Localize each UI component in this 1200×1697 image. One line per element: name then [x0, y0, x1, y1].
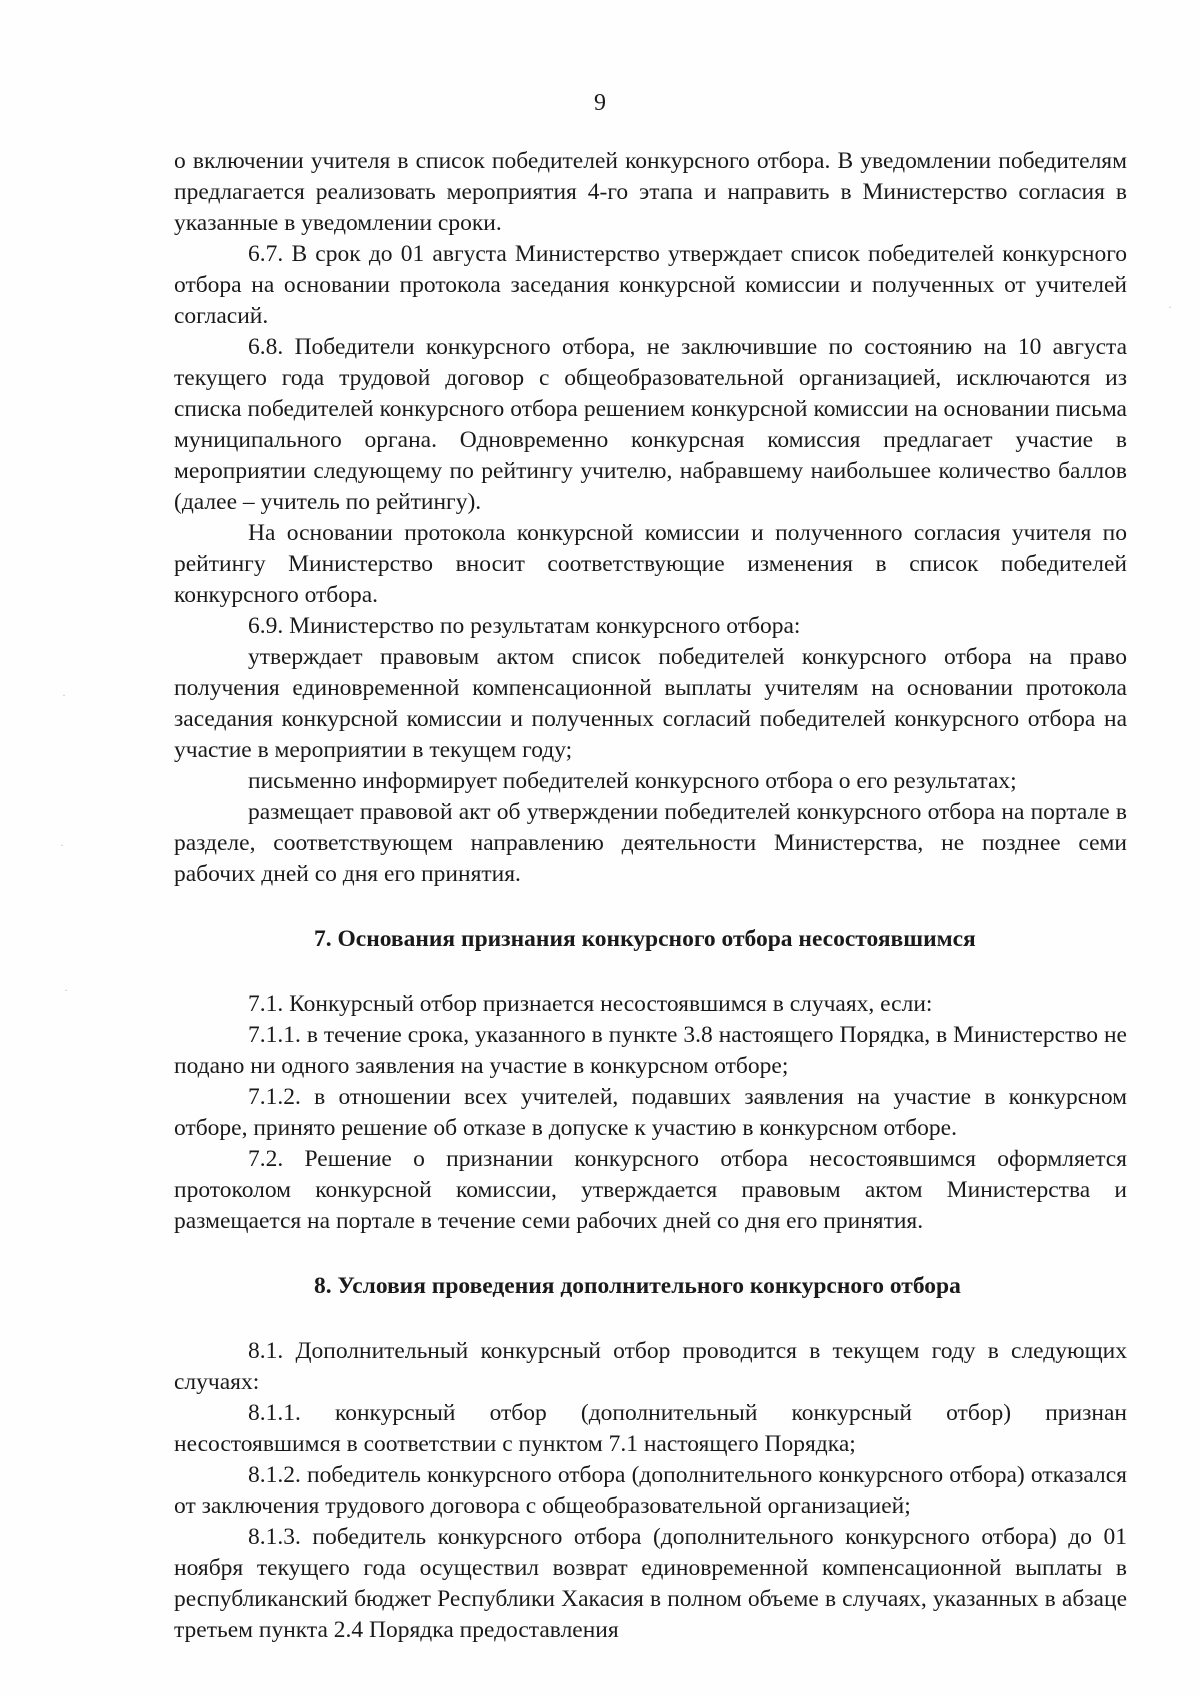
- scan-speck: ·: [1168, 300, 1172, 314]
- paragraph: 6.9. Министерство по результатам конкурсного отбора:: [248, 613, 801, 639]
- scan-speck: ·: [62, 688, 66, 702]
- section-heading-7: 7. Основания признания конкурсного отбора несостоявшимся: [314, 926, 976, 952]
- paragraph: 7.2. Решение о признании конкурсного отбора несостоявшимся оформляется протоколом конкурсной комиссии, утверждается правовым актом Министерства и размещается на портале в течение семи рабочих дней со дня его принятия.: [174, 1146, 1127, 1234]
- page-number: 9: [594, 90, 606, 116]
- section-heading-8: 8. Условия проведения дополнительного конкурсного отбора: [314, 1273, 961, 1299]
- paragraph: 6.8. Победители конкурсного отбора, не заключившие по состоянию на 10 августа текущего года трудовой договор с общеобразовательной организацией, исключаются из списка победителей конкурсного отбора решением конкурсной комиссии на основании письма муниципального органа. Одновременно конкурсная комиссия предлагает участие в мероприятии следующему по рейтингу учителю, набравшему наибольшее количество баллов (далее – учитель по рейтингу).: [174, 334, 1127, 515]
- scan-speck: ·: [60, 838, 64, 852]
- paragraph: 8.1.2. победитель конкурсного отбора (дополнительного конкурсного отбора) отказался от заключения трудового договора с общеобразовательной организацией;: [174, 1462, 1127, 1519]
- paragraph: утверждает правовым актом список победителей конкурсного отбора на право получения единовременной компенсационной выплаты учителям на основании протокола заседания конкурсной комиссии и полученных согласий победителей конкурсного отбора на участие в мероприятии в текущем году;: [174, 644, 1127, 763]
- paragraph: 6.7. В срок до 01 августа Министерство утверждает список победителей конкурсного отбора на основании протокола заседания конкурсной комиссии и полученных от учителей согласий.: [174, 241, 1127, 329]
- document-body: [174, 146, 1127, 1646]
- paragraph: 8.1. Дополнительный конкурсный отбор проводится в текущем году в следующих случаях:: [174, 1338, 1127, 1395]
- paragraph: 8.1.1. конкурсный отбор (дополнительный конкурсный отбор) признан несостоявшимся в соответствии с пунктом 7.1 настоящего Порядка;: [174, 1400, 1127, 1457]
- paragraph: 7.1.1. в течение срока, указанного в пункте 3.8 настоящего Порядка, в Министерство не подано ни одного заявления на участие в конкурсном отборе;: [174, 1022, 1127, 1079]
- paragraph: На основании протокола конкурсной комиссии и полученного согласия учителя по рейтингу Министерство вносит соответствующие изменения в список победителей конкурсного отбора.: [174, 520, 1127, 608]
- paragraph: 7.1. Конкурсный отбор признается несостоявшимся в случаях, если:: [248, 991, 933, 1017]
- paragraph: письменно информирует победителей конкурсного отбора о его результатах;: [248, 768, 1017, 794]
- paragraph: размещает правовой акт об утверждении победителей конкурсного отбора на портале в разделе, соответствующем направлению деятельности Министерства, не позднее семи рабочих дней со дня его принятия.: [174, 799, 1127, 887]
- paragraph: 7.1.2. в отношении всех учителей, подавших заявления на участие в конкурсном отборе, принято решение об отказе в допуске к участию в конкурсном отборе.: [174, 1084, 1127, 1141]
- paragraph: о включении учителя в список победителей конкурсного отбора. В уведомлении победителям предлагается реализовать мероприятия 4-го этапа и направить в Министерство согласия в указанные в уведомлении сроки.: [174, 148, 1127, 236]
- paragraph: 8.1.3. победитель конкурсного отбора (дополнительного конкурсного отбора) до 01 ноября текущего года осуществил возврат единовременной компенсационной выплаты в республиканский бюджет Республики Хакасия в полном объеме в случаях, указанных в абзаце третьем пункта 2.4 Порядка предоставления: [174, 1524, 1127, 1643]
- scan-speck: ·: [64, 983, 68, 997]
